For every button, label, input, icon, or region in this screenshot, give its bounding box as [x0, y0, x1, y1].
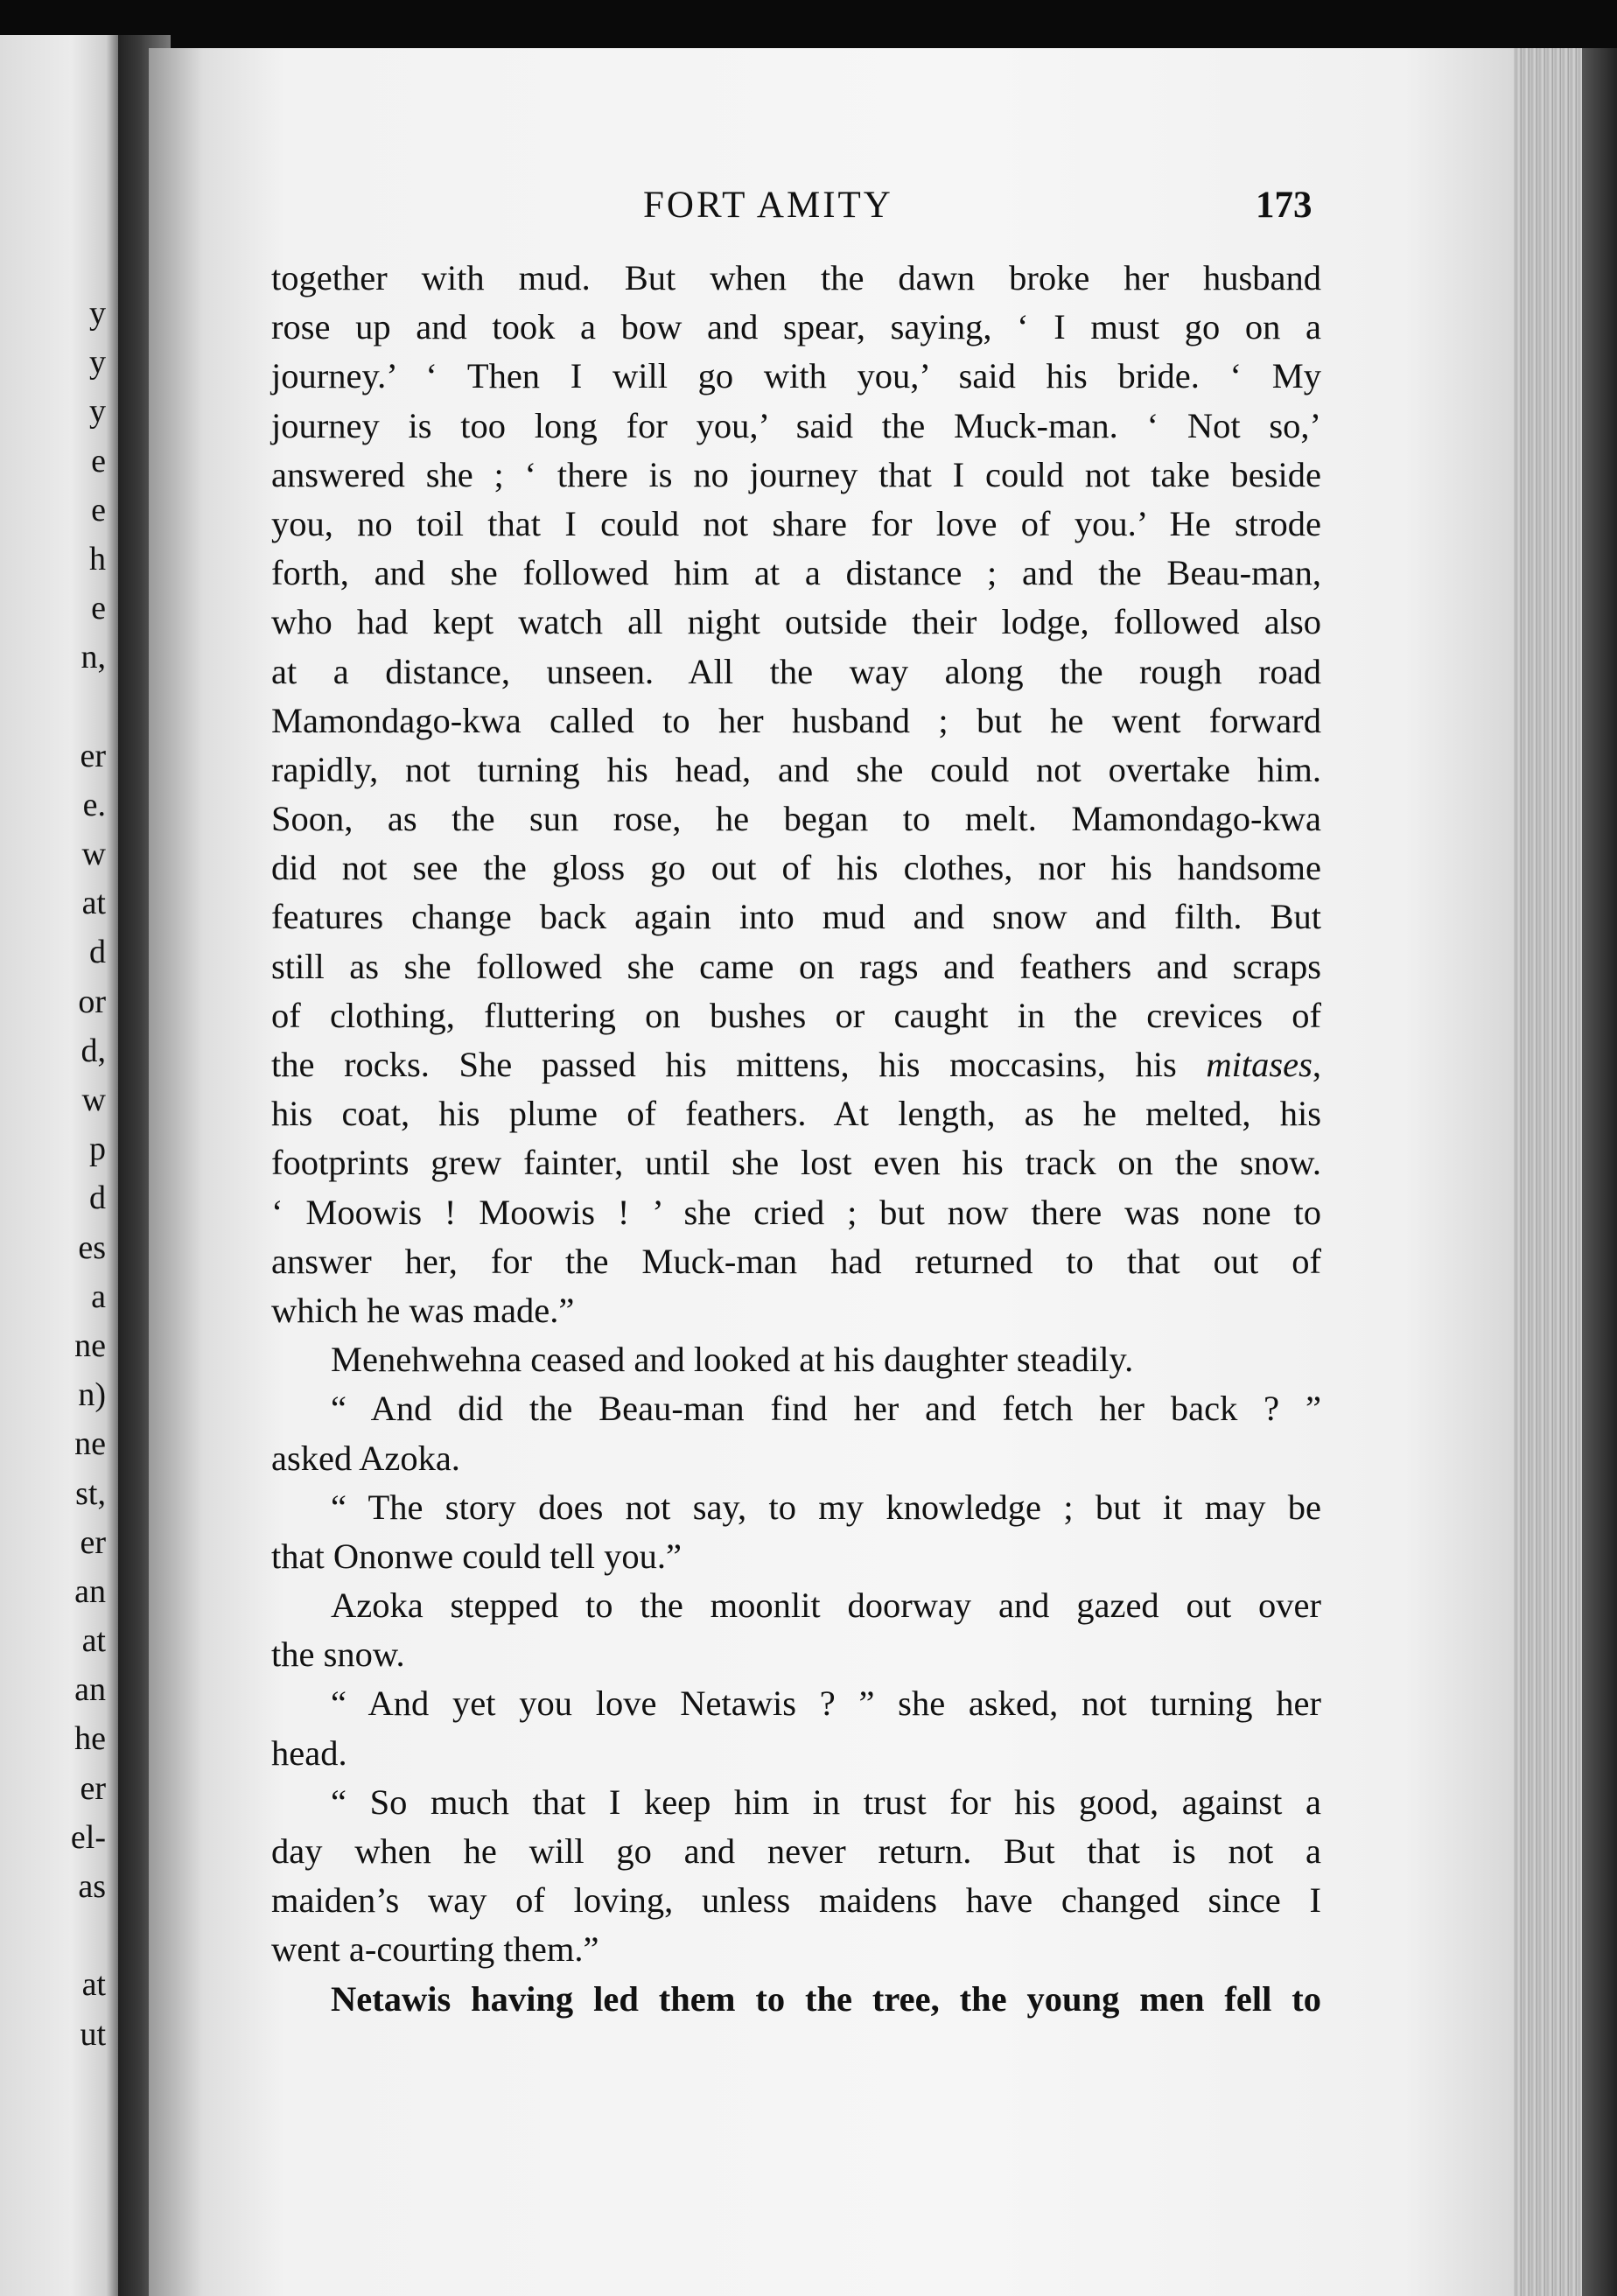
fragment: ne: [74, 1425, 106, 1463]
fragment: y: [89, 344, 106, 382]
text-line: head.: [271, 1732, 347, 1773]
text-line: still as she followed she came on rags and feathers and scraps: [271, 946, 1321, 986]
fragment: ut: [80, 2015, 106, 2053]
text-line: asked Azoka.: [271, 1438, 460, 1478]
fragment: [0, 682, 118, 732]
fragment: [0, 1911, 118, 1960]
text-line: maiden’s way of loving, unless maidens have changed since I: [271, 1880, 1321, 1921]
fragment: he: [74, 1720, 106, 1758]
page-header: [271, 184, 1321, 236]
text-line: features change back again into mud and snow and filth. But: [271, 897, 1321, 937]
page-edges: [1514, 48, 1617, 2296]
previous-page-edge: [0, 35, 118, 2296]
previous-page-text-fragments: [0, 289, 118, 2059]
text-line: “ And yet you love Netawis ? ” she asked, not turning her: [331, 1684, 1321, 1724]
fragment: w: [81, 1082, 106, 1118]
page-body-text: [271, 254, 1321, 2024]
text-line: footprints grew fainter, until she lost even his track on the snow.: [271, 1143, 1321, 1183]
text-line: “ The story does not say, to my knowledge ; but it may be: [331, 1487, 1321, 1527]
text-line: answered she ; ‘ there is no journey that I could not take beside: [271, 454, 1321, 494]
fragment: e: [91, 442, 106, 480]
fragment: er: [80, 1769, 106, 1807]
fragment: es: [78, 1228, 106, 1266]
text-line: you, no toil that I could not share for love of you.’ He strode: [271, 503, 1321, 543]
fragment: a: [91, 1278, 106, 1315]
italic-word: mitases: [1206, 1045, 1312, 1084]
fragment: d,: [80, 1032, 106, 1069]
fragment: el-: [70, 1818, 106, 1856]
fragment: er: [80, 1523, 106, 1561]
fragment: er: [80, 737, 106, 774]
fragment: at: [81, 1966, 106, 2004]
fragment: at: [81, 885, 106, 922]
text-line: “ And did the Beau-man find her and fetch her back ? ”: [331, 1389, 1321, 1429]
text-line: Soon, as the sun rose, he began to melt. Mamondago-kwa: [271, 799, 1321, 839]
fragment: d: [89, 1180, 106, 1217]
fragment: h: [89, 540, 106, 578]
text-line: journey.’ ‘ Then I will go with you,’ said his bride. ‘ My: [271, 356, 1321, 396]
fragment: p: [89, 1130, 106, 1168]
text-line: of clothing, fluttering on bushes or caught in the crevices of: [271, 995, 1321, 1035]
text-line: forth, and she followed him at a distance ; and the Beau-man,: [271, 553, 1321, 593]
text-line: which he was made.”: [271, 1290, 575, 1330]
text-line: the snow.: [271, 1634, 405, 1675]
fragment: e: [91, 491, 106, 528]
fragment: n,: [80, 639, 106, 676]
fragment: as: [78, 1868, 106, 1905]
text-line: the rocks. She passed his mittens, his moccasins, his mitases,: [271, 1045, 1321, 1084]
text-line: together with mud. But when the dawn broke her husband: [271, 258, 1321, 298]
text-line: that Ononwe could tell you.”: [271, 1536, 682, 1576]
fragment: e: [91, 590, 106, 627]
fragment: y: [89, 393, 106, 430]
text-line: “ So much that I keep him in trust for his good, against a: [331, 1782, 1321, 1822]
fragment: or: [78, 983, 106, 1020]
text-line: Mamondago-kwa called to her husband ; but he went forward: [271, 700, 1321, 740]
text-line: his coat, his plume of feathers. At length, as he melted, his: [271, 1094, 1321, 1134]
running-head: FORT AMITY: [643, 185, 893, 226]
fragment: e.: [82, 786, 106, 823]
fragment: st,: [75, 1474, 106, 1512]
fragment: n): [78, 1376, 106, 1414]
page-number: 173: [1256, 185, 1312, 226]
text-line: day when he will go and never return. But that is not a: [271, 1831, 1321, 1871]
text-line: did not see the gloss go out of his clothes, nor his handsome: [271, 848, 1321, 888]
text-line: journey is too long for you,’ said the Muck-man. ‘ Not so,’: [271, 405, 1321, 445]
text-line: at a distance, unseen. All the way along the rough road: [271, 651, 1321, 691]
fragment: w: [81, 836, 106, 873]
text-line: Azoka stepped to the moonlit doorway and gazed out over: [331, 1586, 1321, 1626]
text-line: who had kept watch all night outside their lodge, followed also: [271, 602, 1321, 642]
text-line: answer her, for the Muck-man had returned to that out of: [271, 1241, 1321, 1281]
text-line: Netawis having led them to the tree, the young men fell to: [331, 1978, 1321, 2019]
text-line: rose up and took a bow and spear, saying, ‘ I must go on a: [271, 307, 1321, 347]
fragment: an: [74, 1671, 106, 1709]
fragment: at: [81, 1622, 106, 1660]
fragment: y: [89, 295, 106, 332]
text-line: went a-courting them.”: [271, 1929, 599, 1970]
text-line: rapidly, not turning his head, and she could not overtake him.: [271, 749, 1321, 789]
fragment: ne: [74, 1326, 106, 1364]
text-line: ‘ Moowis ! Moowis ! ’ she cried ; but now there was none to: [271, 1192, 1321, 1232]
fragment: d: [89, 934, 106, 971]
fragment: an: [74, 1572, 106, 1610]
text-line: Menehwehna ceased and looked at his daughter steadily.: [331, 1340, 1134, 1380]
